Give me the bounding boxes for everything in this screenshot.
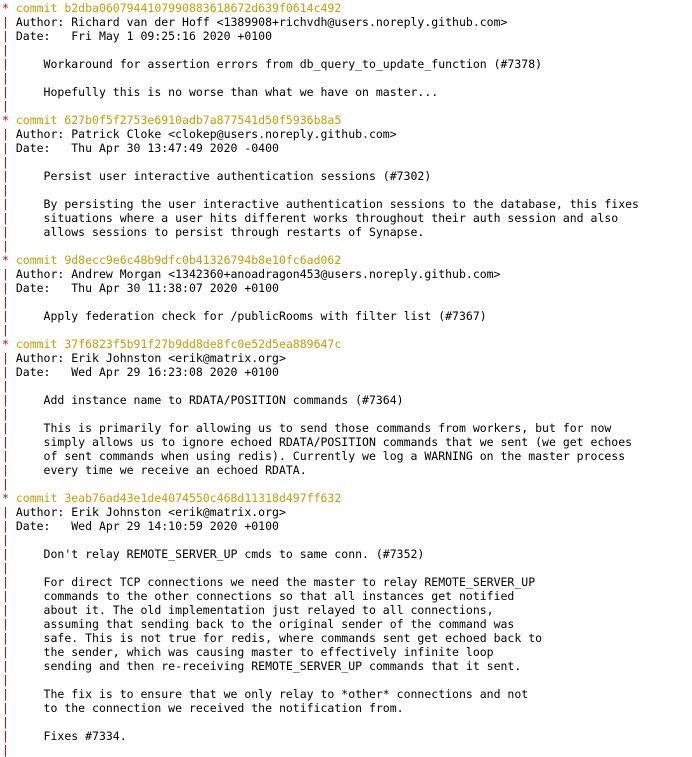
message-line (2, 701, 692, 715)
graph-edge-marker: | (2, 533, 9, 547)
commit-message-text: allows sessions to persist through restarts of Synapse. (15, 225, 425, 239)
date-text: Date: Wed Apr 29 16:23:08 2020 +0100 (15, 365, 279, 379)
message-line (2, 393, 692, 407)
graph-edge-marker: | (2, 183, 9, 197)
commit-message-text: sending and then re-receiving REMOTE_SERVER_UP commands that it sent. (15, 659, 522, 673)
graph-edge-marker: | (2, 267, 16, 281)
commit-message-text: assuming that sending back to the original sender of the command was (15, 617, 515, 631)
graph-edge-marker: | (2, 729, 16, 743)
message-line (2, 169, 692, 183)
commit-message-text: Don't relay REMOTE_SERVER_UP cmds to same conn. (#7352) (15, 547, 425, 561)
message-line (2, 729, 692, 743)
author-text: Author: Richard van der Hoff <1389908+richvdh@users.noreply.github.com> (15, 15, 508, 29)
commit-message-text: to the connection we received the notification from. (15, 701, 404, 715)
commit-line (2, 491, 692, 505)
graph-edge-marker: | (2, 43, 9, 57)
commit-message-text: safe. This is not true for redis, where commands sent get echoed back to (15, 631, 543, 645)
graph-edge-marker: | (2, 351, 16, 365)
graph-edge-marker: | (2, 393, 16, 407)
message-line (2, 547, 692, 561)
commit-line (2, 1, 692, 15)
graph-edge-marker: | (2, 29, 16, 43)
graph-line (2, 673, 692, 687)
author-text: Author: Erik Johnston <erik@matrix.org> (15, 351, 286, 365)
graph-line (2, 183, 692, 197)
graph-edge-marker: | (2, 603, 16, 617)
graph-edge-marker: | (2, 407, 9, 421)
graph-edge-marker: | (2, 631, 16, 645)
message-line (2, 449, 692, 463)
graph-edge-marker: | (2, 239, 9, 253)
graph-edge-marker: | (2, 617, 16, 631)
graph-edge-marker: | (2, 477, 9, 491)
graph-edge-marker: | (2, 281, 16, 295)
graph-line (2, 407, 692, 421)
author-text: Author: Erik Johnston <erik@matrix.org> (15, 505, 286, 519)
graph-edge-marker: | (2, 155, 9, 169)
message-line (2, 659, 692, 673)
graph-line (2, 533, 692, 547)
message-line (2, 309, 692, 323)
graph-edge-marker: | (2, 519, 16, 533)
date-line (2, 365, 692, 379)
graph-edge-marker: | (2, 673, 9, 687)
graph-node-marker: * (2, 113, 16, 127)
graph-edge-marker: | (2, 561, 9, 575)
commit-message-text: Persist user interactive authentication sessions (#7302) (15, 169, 432, 183)
message-line (2, 589, 692, 603)
message-line (2, 631, 692, 645)
graph-edge-marker: | (2, 715, 9, 729)
graph-node-marker: * (2, 253, 16, 267)
graph-line (2, 239, 692, 253)
git-log-output (2, 1, 692, 757)
graph-edge-marker: | (2, 71, 9, 85)
graph-edge-marker: | (2, 365, 16, 379)
commit-hash-text: commit 37f6823f5b91f27b9dd8de8fc0e52d5ea889647c (15, 337, 342, 351)
graph-edge-marker: | (2, 197, 16, 211)
date-text: Date: Wed Apr 29 14:10:59 2020 +0100 (15, 519, 279, 533)
message-line (2, 197, 692, 211)
commit-hash-text: commit b2dba0607944107990883618672d639f0614c492 (15, 1, 342, 15)
graph-edge-marker: | (2, 85, 16, 99)
graph-line (2, 43, 692, 57)
commit-line (2, 337, 692, 351)
graph-line (2, 155, 692, 169)
graph-line (2, 295, 692, 309)
graph-edge-marker: | (2, 505, 16, 519)
message-line (2, 463, 692, 477)
author-line (2, 505, 692, 519)
author-line (2, 127, 692, 141)
author-line (2, 351, 692, 365)
author-text: Author: Patrick Cloke <clokep@users.noreply.github.com> (15, 127, 397, 141)
author-text: Author: Andrew Morgan <1342360+anoadragon453@users.noreply.github.com> (15, 267, 501, 281)
commit-message-text: commands to the other connections so that all instances get notified (15, 589, 515, 603)
graph-edge-marker: | (2, 211, 16, 225)
commit-message-text: the sender, which was causing master to effectively infinite loop (15, 645, 494, 659)
message-line (2, 435, 692, 449)
graph-edge-marker: | (2, 127, 16, 141)
graph-node-marker: * (2, 491, 16, 505)
graph-edge-marker: | (2, 225, 16, 239)
graph-edge-marker: | (2, 645, 16, 659)
message-line (2, 57, 692, 71)
graph-line (2, 379, 692, 393)
graph-edge-marker: | (2, 589, 16, 603)
commit-hash-text: commit 3eab76ad43e1de4074550c468d11318d497ff632 (15, 491, 342, 505)
graph-line (2, 561, 692, 575)
graph-edge-marker: | (2, 659, 16, 673)
commit-message-text: Apply federation check for /publicRooms with filter list (#7367) (15, 309, 487, 323)
graph-edge-marker: | (2, 463, 16, 477)
graph-line (2, 99, 692, 113)
date-line (2, 519, 692, 533)
date-text: Date: Thu Apr 30 13:47:49 2020 -0400 (15, 141, 279, 155)
commit-message-text: about it. The old implementation just relayed to all connections, (15, 603, 494, 617)
message-line (2, 617, 692, 631)
graph-edge-marker: | (2, 379, 9, 393)
message-line (2, 421, 692, 435)
graph-node-marker: * (2, 1, 16, 15)
graph-edge-marker: | (2, 701, 16, 715)
commit-message-text: every time we receive an echoed RDATA. (15, 463, 307, 477)
graph-edge-marker: | (2, 295, 9, 309)
commit-hash-text: commit 627b0f5f2753e6910adb7a877541d50f5936b8a5 (15, 113, 342, 127)
commit-message-text: situations where a user hits different works throughout their auth session and also (15, 211, 619, 225)
commit-message-text: For direct TCP connections we need the master to relay REMOTE_SERVER_UP (15, 575, 536, 589)
commit-message-text: The fix is to ensure that we only relay to *other* connections and not (15, 687, 529, 701)
graph-edge-marker: | (2, 15, 16, 29)
commit-message-text: Workaround for assertion errors from db_query_to_update_function (#7378) (15, 57, 543, 71)
graph-edge-marker: | (2, 323, 9, 337)
commit-message-text: simply allows us to ignore echoed RDATA/POSITION commands that we sent (we get echoes (15, 435, 633, 449)
date-line (2, 281, 692, 295)
commit-message-text: Fixes #7334. (15, 729, 127, 743)
graph-line (2, 323, 692, 337)
graph-edge-marker: | (2, 687, 16, 701)
message-line (2, 603, 692, 617)
graph-line (2, 71, 692, 85)
graph-line (2, 743, 692, 757)
graph-edge-marker: | (2, 449, 16, 463)
date-text: Date: Thu Apr 30 11:38:07 2020 +0100 (15, 281, 279, 295)
graph-edge-marker: | (2, 57, 16, 71)
graph-node-marker: * (2, 337, 16, 351)
date-text: Date: Fri May 1 09:25:16 2020 +0100 (15, 29, 273, 43)
author-line (2, 15, 692, 29)
commit-message-text: By persisting the user interactive authentication sessions to the database, this fixes (15, 197, 639, 211)
graph-line (2, 715, 692, 729)
graph-edge-marker: | (2, 309, 16, 323)
commit-message-text: Hopefully this is no worse than what we have on master... (15, 85, 439, 99)
graph-edge-marker: | (2, 743, 9, 757)
graph-edge-marker: | (2, 421, 16, 435)
message-line (2, 211, 692, 225)
graph-edge-marker: | (2, 169, 16, 183)
commit-line (2, 253, 692, 267)
graph-line (2, 477, 692, 491)
commit-hash-text: commit 9d8ecc9e6c48b9dfc0b41326794b8e10fc6ad062 (15, 253, 342, 267)
graph-edge-marker: | (2, 141, 16, 155)
commit-message-text: This is primarily for allowing us to send those commands from workers, but for now (15, 421, 612, 435)
author-line (2, 267, 692, 281)
message-line (2, 687, 692, 701)
date-line (2, 141, 692, 155)
commit-message-text: of sent commands when using redis). Currently we log a WARNING on the master process (15, 449, 626, 463)
graph-edge-marker: | (2, 99, 9, 113)
graph-edge-marker: | (2, 575, 16, 589)
message-line (2, 85, 692, 99)
date-line (2, 29, 692, 43)
message-line (2, 645, 692, 659)
graph-edge-marker: | (2, 547, 16, 561)
commit-message-text: Add instance name to RDATA/POSITION commands (#7364) (15, 393, 404, 407)
message-line (2, 575, 692, 589)
message-line (2, 225, 692, 239)
graph-edge-marker: | (2, 435, 16, 449)
commit-line (2, 113, 692, 127)
